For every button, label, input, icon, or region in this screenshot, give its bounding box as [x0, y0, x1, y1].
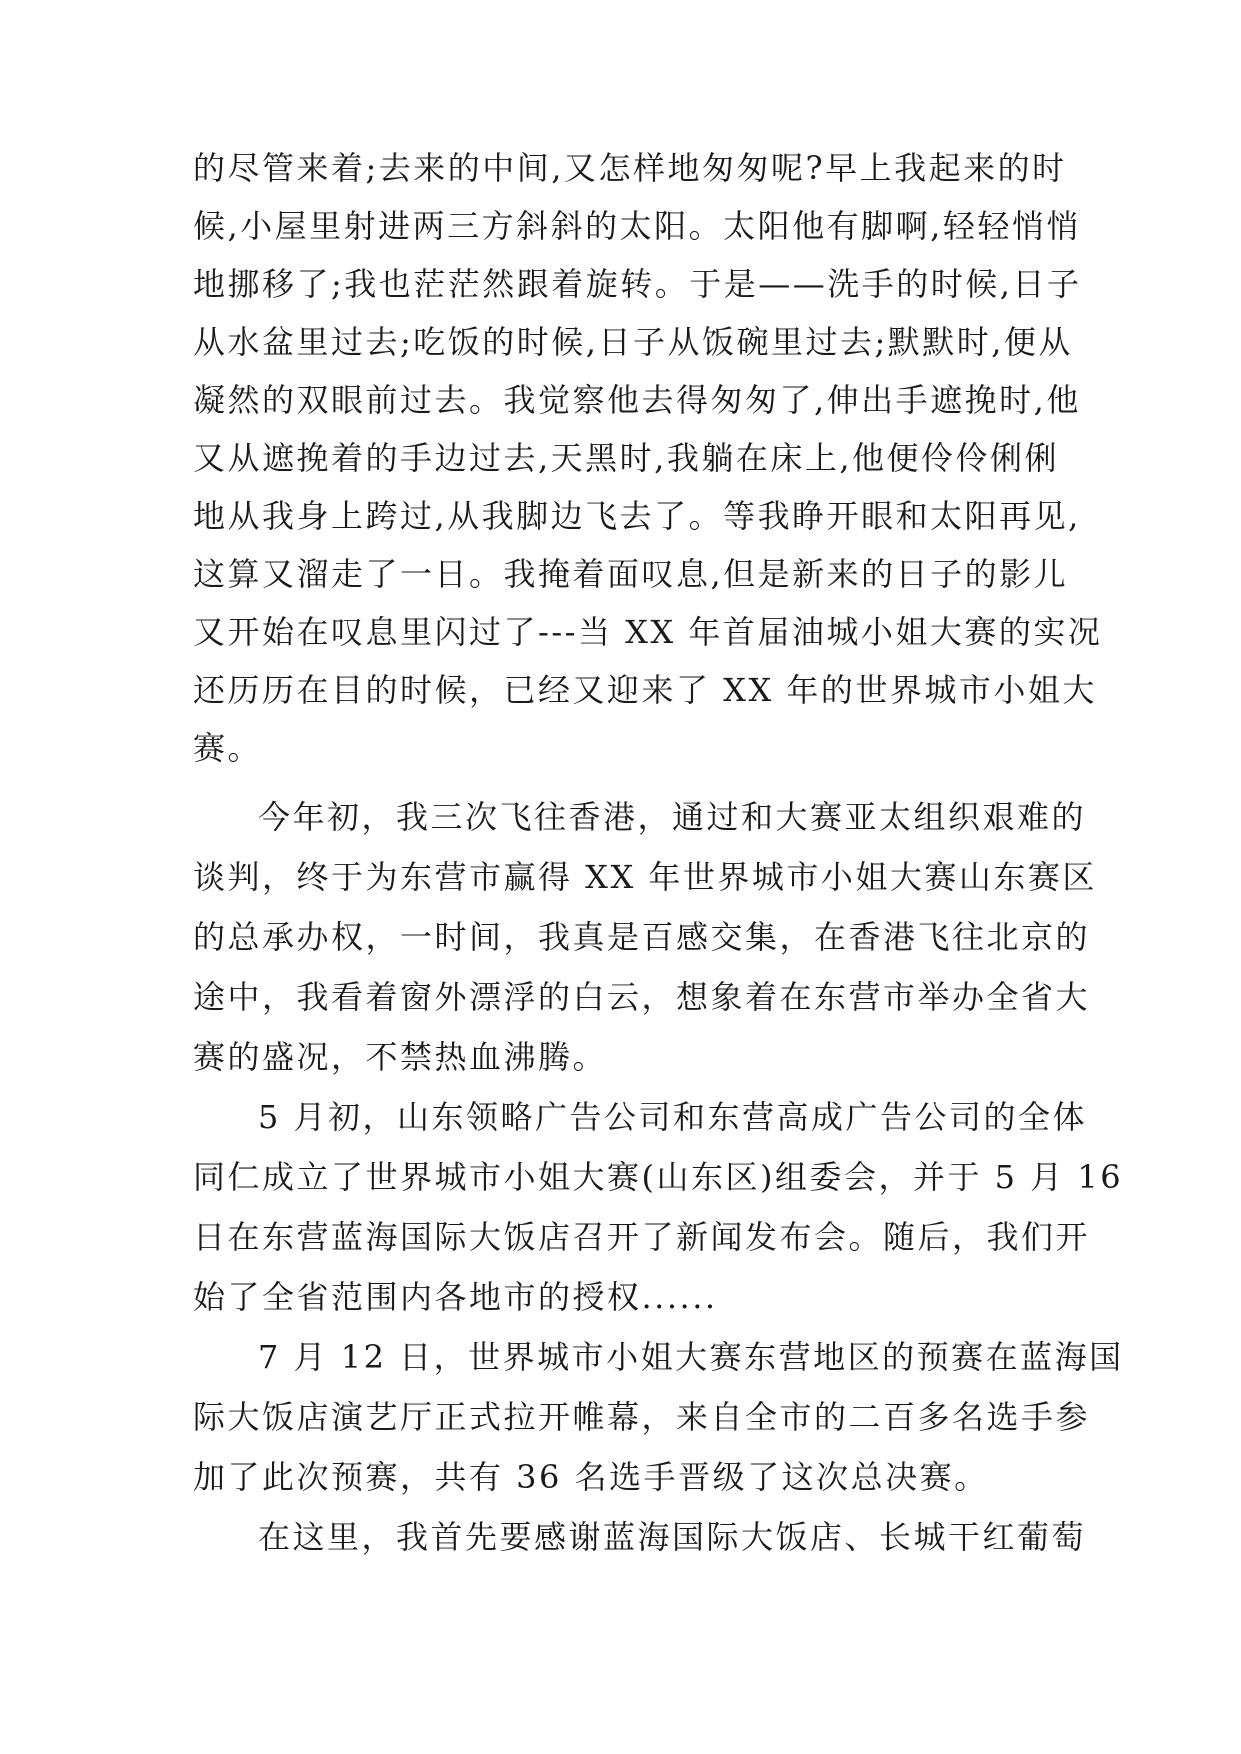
text-line: 始了全省范围内各地市的授权......: [193, 1278, 718, 1316]
text-line: 又开始在叹息里闪过了---当 XX 年首届油城小姐大赛的实况: [193, 613, 1103, 651]
paragraph-start-line: 在这里，我首先要感谢蓝海国际大饭店、长城干红葡萄: [258, 1518, 1087, 1556]
text-line: 加了此次预赛，共有 36 名选手晋级了这次总决赛。: [193, 1458, 989, 1496]
text-line: 际大饭店演艺厅正式拉开帷幕，来自全市的二百多名选手参: [193, 1398, 1091, 1436]
text-line: 这算又溜走了一日。我掩着面叹息,但是新来的日子的影儿: [193, 555, 1069, 593]
text-line: 同仁成立了世界城市小姐大赛(山东区)组委会，并于 5 月 16: [193, 1158, 1124, 1196]
text-line: 的总承办权，一时间，我真是百感交集，在香港飞往北京的: [193, 918, 1091, 956]
text-line: 途中，我看着窗外漂浮的白云，想象着在东营市举办全省大: [193, 978, 1091, 1016]
text-line: 又从遮挽着的手边过去,天黑时,我躺在床上,他便伶伶俐俐: [193, 439, 1060, 477]
text-line: 候,小屋里射进两三方斜斜的太阳。太阳他有脚啊,轻轻悄悄: [193, 207, 1081, 245]
text-line: 谈判，终于为东营市赢得 XX 年世界城市小姐大赛山东赛区: [193, 858, 1097, 896]
text-line: 赛的盛况，不禁热血沸腾。: [193, 1038, 608, 1076]
text-line: 凝然的双眼前过去。我觉察他去得匆匆了,伸出手遮挽时,他: [193, 381, 1081, 419]
paragraph-start-line: 今年初，我三次飞往香港，通过和大赛亚太组织艰难的: [258, 798, 1087, 836]
text-line: 地从我身上跨过,从我脚边飞去了。等我睁开眼和太阳再见,: [193, 497, 1081, 535]
text-line: 赛。: [193, 729, 263, 767]
text-line: 还历历在目的时候，已经又迎来了 XX 年的世界城市小姐大: [193, 671, 1097, 709]
paragraph-start-line: 5 月初，山东领略广告公司和东营高成广告公司的全体: [258, 1098, 1088, 1136]
paragraph-start-line: 7 月 12 日，世界城市小姐大赛东营地区的预赛在蓝海国: [258, 1338, 1124, 1376]
text-line: 的尽管来着;去来的中间,又怎样地匆匆呢?早上我起来的时: [193, 149, 1067, 187]
text-line: 地挪移了;我也茫茫然跟着旋转。于是——洗手的时候,日子: [193, 265, 1082, 303]
text-line: 日在东营蓝海国际大饭店召开了新闻发布会。随后，我们开: [193, 1218, 1091, 1256]
text-line: 从水盆里过去;吃饭的时候,日子从饭碗里过去;默默时,便从: [193, 323, 1073, 361]
